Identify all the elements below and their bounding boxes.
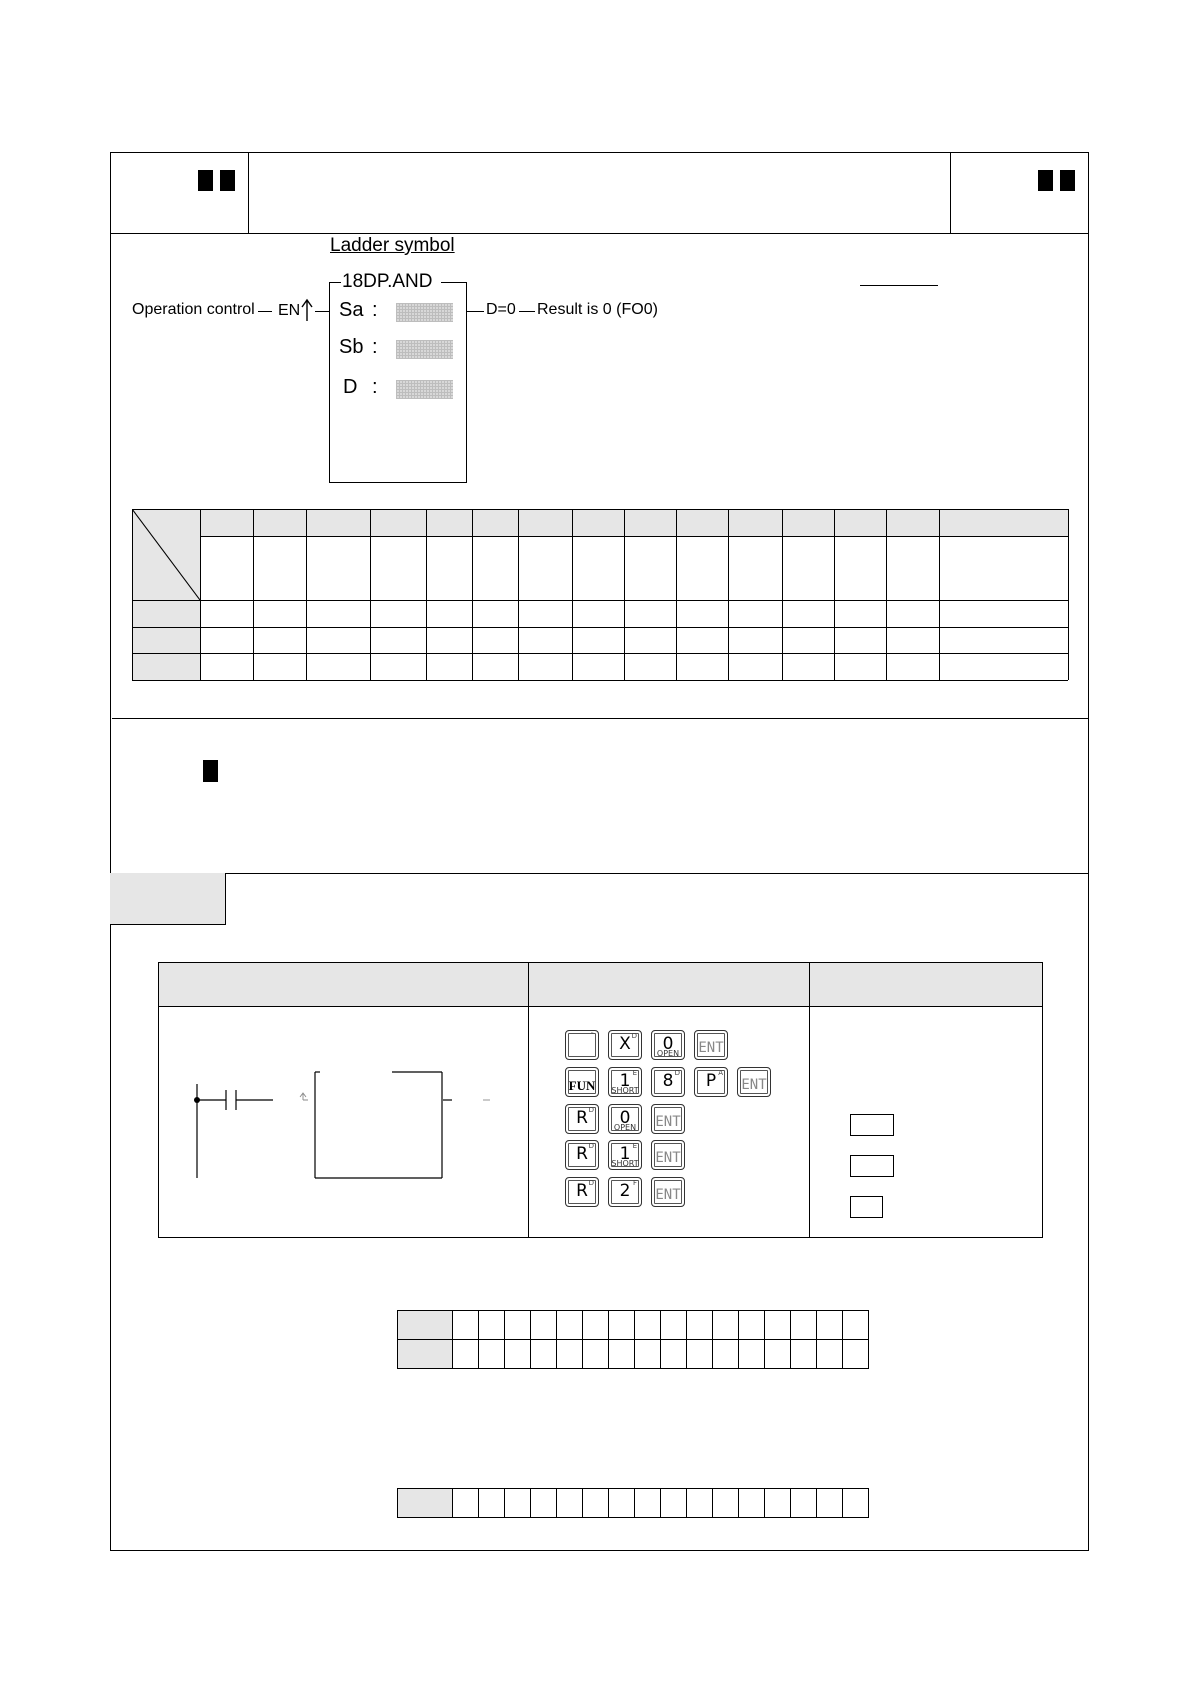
ladder-box-top-right [441,282,467,283]
table-col-line [426,509,427,680]
enable-dash [258,311,272,312]
output-label: Result is 0 (FO0) [537,301,658,318]
source-register-bit-cell [452,1310,479,1340]
key-label: 8 [662,1071,674,1091]
source-register-bit-cell [764,1339,791,1369]
source-register-bit-cell [478,1339,505,1369]
key-r[interactable] [565,1177,599,1207]
result-register-bit-cell [452,1488,479,1518]
source-register-bit-cell [478,1310,505,1340]
key-0[interactable] [651,1030,685,1060]
example-table-col-divider [809,962,810,1238]
source-register-bit-cell [582,1310,609,1340]
operand-sb: Sb [339,336,364,358]
source-register-bit-cell [452,1339,479,1369]
header-divider [110,233,1089,234]
source-register-bit-cell [556,1339,583,1369]
result-box [850,1114,894,1136]
key-fun[interactable] [565,1067,599,1097]
header-right-divider [950,152,951,233]
key-label: 0 [619,1108,631,1128]
table-col-line [1068,509,1069,680]
table-row-header [132,627,200,653]
source-register-bit-cell [530,1310,557,1340]
result-box [850,1196,883,1218]
key-ent[interactable] [694,1030,728,1060]
table-header-row [200,509,1068,536]
key-shift-label: D [674,1069,680,1077]
source-register-bit-cell [764,1310,791,1340]
source-register-bit-cell [660,1339,687,1369]
rising-edge-icon [300,298,314,322]
enable-label: Operation control [132,301,255,318]
key-1[interactable] [608,1140,642,1170]
source-register-bit-cell [634,1310,661,1340]
source-register-bit-cell [712,1339,739,1369]
key-blank[interactable] [565,1030,599,1060]
table-col-line [834,509,835,680]
source-register-bit-cell [738,1310,765,1340]
key-label: ENT [655,1187,681,1203]
table-col-line [939,509,940,680]
key-r[interactable] [565,1104,599,1134]
operand-sa-sep: : [372,299,378,321]
output-pin: D=0 [486,301,516,318]
key-ent[interactable] [651,1177,685,1207]
source-register-bit-cell [608,1339,635,1369]
output-dash [519,311,535,312]
source-register-bit-cell [504,1310,531,1340]
underline-mark [860,285,938,286]
source-register-bit-cell [530,1339,557,1369]
enable-input-line [315,311,329,312]
key-label: R [576,1144,588,1164]
table-col-line [370,509,371,680]
key-label: P [705,1071,717,1091]
table-corner-diagonal [132,509,200,600]
key-0[interactable] [608,1104,642,1134]
source-register-row-header [397,1339,453,1369]
table-row-header [132,600,200,627]
source-register-bit-cell [686,1339,713,1369]
header-left-divider [248,152,249,233]
bullet-mark [203,760,218,782]
key-ent[interactable] [651,1140,685,1170]
result-register-bit-cell [608,1488,635,1518]
table-col-line [253,509,254,680]
result-register-bit-cell [712,1488,739,1518]
table-col-line [200,509,201,680]
result-register-bit-cell [582,1488,609,1518]
source-register-bit-cell [842,1339,869,1369]
section-divider [110,873,1089,874]
result-register-bit-cell [738,1488,765,1518]
key-shift-label: D [588,1142,594,1150]
table-row-line [132,680,1068,681]
result-register-bit-cell [530,1488,557,1518]
source-register-bit-cell [816,1310,843,1340]
table-col-line [728,509,729,680]
result-register-bit-cell [842,1488,869,1518]
operand-d-sep: : [372,376,378,398]
key-label: X [619,1034,631,1054]
table-col-line [676,509,677,680]
key-sub-label: OPEN [656,1049,680,1058]
source-register-bit-cell [582,1339,609,1369]
key-2[interactable] [608,1177,642,1207]
source-register-row-header [397,1310,453,1340]
key-shift-label: ˇ [590,1032,594,1040]
table-row-line [132,627,1068,628]
ladder-box-top-left [329,282,341,283]
source-register-bit-cell [504,1339,531,1369]
key-ent[interactable] [737,1067,771,1097]
key-label: R [576,1181,588,1201]
source-register-bit-cell [738,1339,765,1369]
source-register-bit-cell [790,1310,817,1340]
key-label: ENT [655,1150,681,1166]
result-register-bit-cell [634,1488,661,1518]
source-register-bit-cell [608,1310,635,1340]
source-register-bit-cell [634,1339,661,1369]
operand-sa-field[interactable] [396,303,453,322]
key-sub-label: OPEN [613,1123,637,1132]
output-line [467,311,484,312]
source-register-bit-cell [556,1310,583,1340]
key-x[interactable] [608,1030,642,1060]
source-register-bit-cell [790,1339,817,1369]
operand-sb-field[interactable] [396,340,453,359]
key-label: 2 [619,1181,631,1201]
section-divider [112,718,1089,719]
key-sub-label: SHORT [611,1159,639,1168]
result-register-bit-cell [764,1488,791,1518]
table-col-line [518,509,519,680]
operand-d: D [343,376,358,398]
result-register-bit-cell [556,1488,583,1518]
result-register-bit-cell [660,1488,687,1518]
key-shift-label: A [718,1069,723,1077]
result-register-row-header [397,1488,453,1518]
source-register-bit-cell [686,1310,713,1340]
example-tab [110,873,226,925]
operand-sb-sep: : [372,336,378,358]
key-shift-label: E [632,1069,637,1077]
operand-d-field[interactable] [396,380,453,399]
table-col-line [306,509,307,680]
example-table-header-line [158,1006,1043,1007]
table-row-header [132,653,200,680]
function-name: 18DP.AND [342,271,433,292]
key-label: ENT [741,1077,767,1093]
key-label: ENT [698,1040,724,1056]
result-register-bit-cell [790,1488,817,1518]
key-sub-label: SHORT [611,1086,639,1095]
source-register-bit-cell [816,1339,843,1369]
key-label: 1 [619,1144,631,1164]
key-shift-label: E [632,1142,637,1150]
result-register-bit-cell [686,1488,713,1518]
table-row-line [132,600,1068,601]
enable-pin: EN [278,302,301,319]
table-col-line [886,509,887,680]
key-ent[interactable] [651,1104,685,1134]
key-label: 1 [619,1071,631,1091]
key-shift-label: D [588,1179,594,1187]
key-shift-label: D [588,1106,594,1114]
key-label: 0 [662,1034,674,1054]
key-8[interactable] [651,1067,685,1097]
example-ladder-diagram [160,1008,526,1236]
source-register-bit-cell [842,1310,869,1340]
key-1[interactable] [608,1067,642,1097]
table-col-line [472,509,473,680]
key-label: R [576,1108,588,1128]
table-col-line [782,509,783,680]
key-label: FUN [568,1078,596,1093]
result-register-bit-cell [504,1488,531,1518]
key-label: ENT [655,1114,681,1130]
key-shift-label: D [631,1032,637,1040]
header-right-mark [1038,170,1053,191]
operand-sa: Sa [339,299,364,321]
result-register-bit-cell [816,1488,843,1518]
table-col-line [624,509,625,680]
ladder-symbol-title: Ladder symbol [330,235,455,256]
result-box [850,1155,894,1177]
table-row-line [132,509,1068,510]
key-r[interactable] [565,1140,599,1170]
table-row-line [132,653,1068,654]
header-left-mark [220,170,235,191]
key-shift-label: F [632,1179,637,1187]
table-row-line [200,536,1068,537]
result-register-bit-cell [478,1488,505,1518]
header-left-mark [198,170,213,191]
header-right-mark [1060,170,1075,191]
source-register-bit-cell [712,1310,739,1340]
key-p[interactable] [694,1067,728,1097]
table-col-line [572,509,573,680]
example-table-col-divider [528,962,529,1238]
source-register-bit-cell [660,1310,687,1340]
